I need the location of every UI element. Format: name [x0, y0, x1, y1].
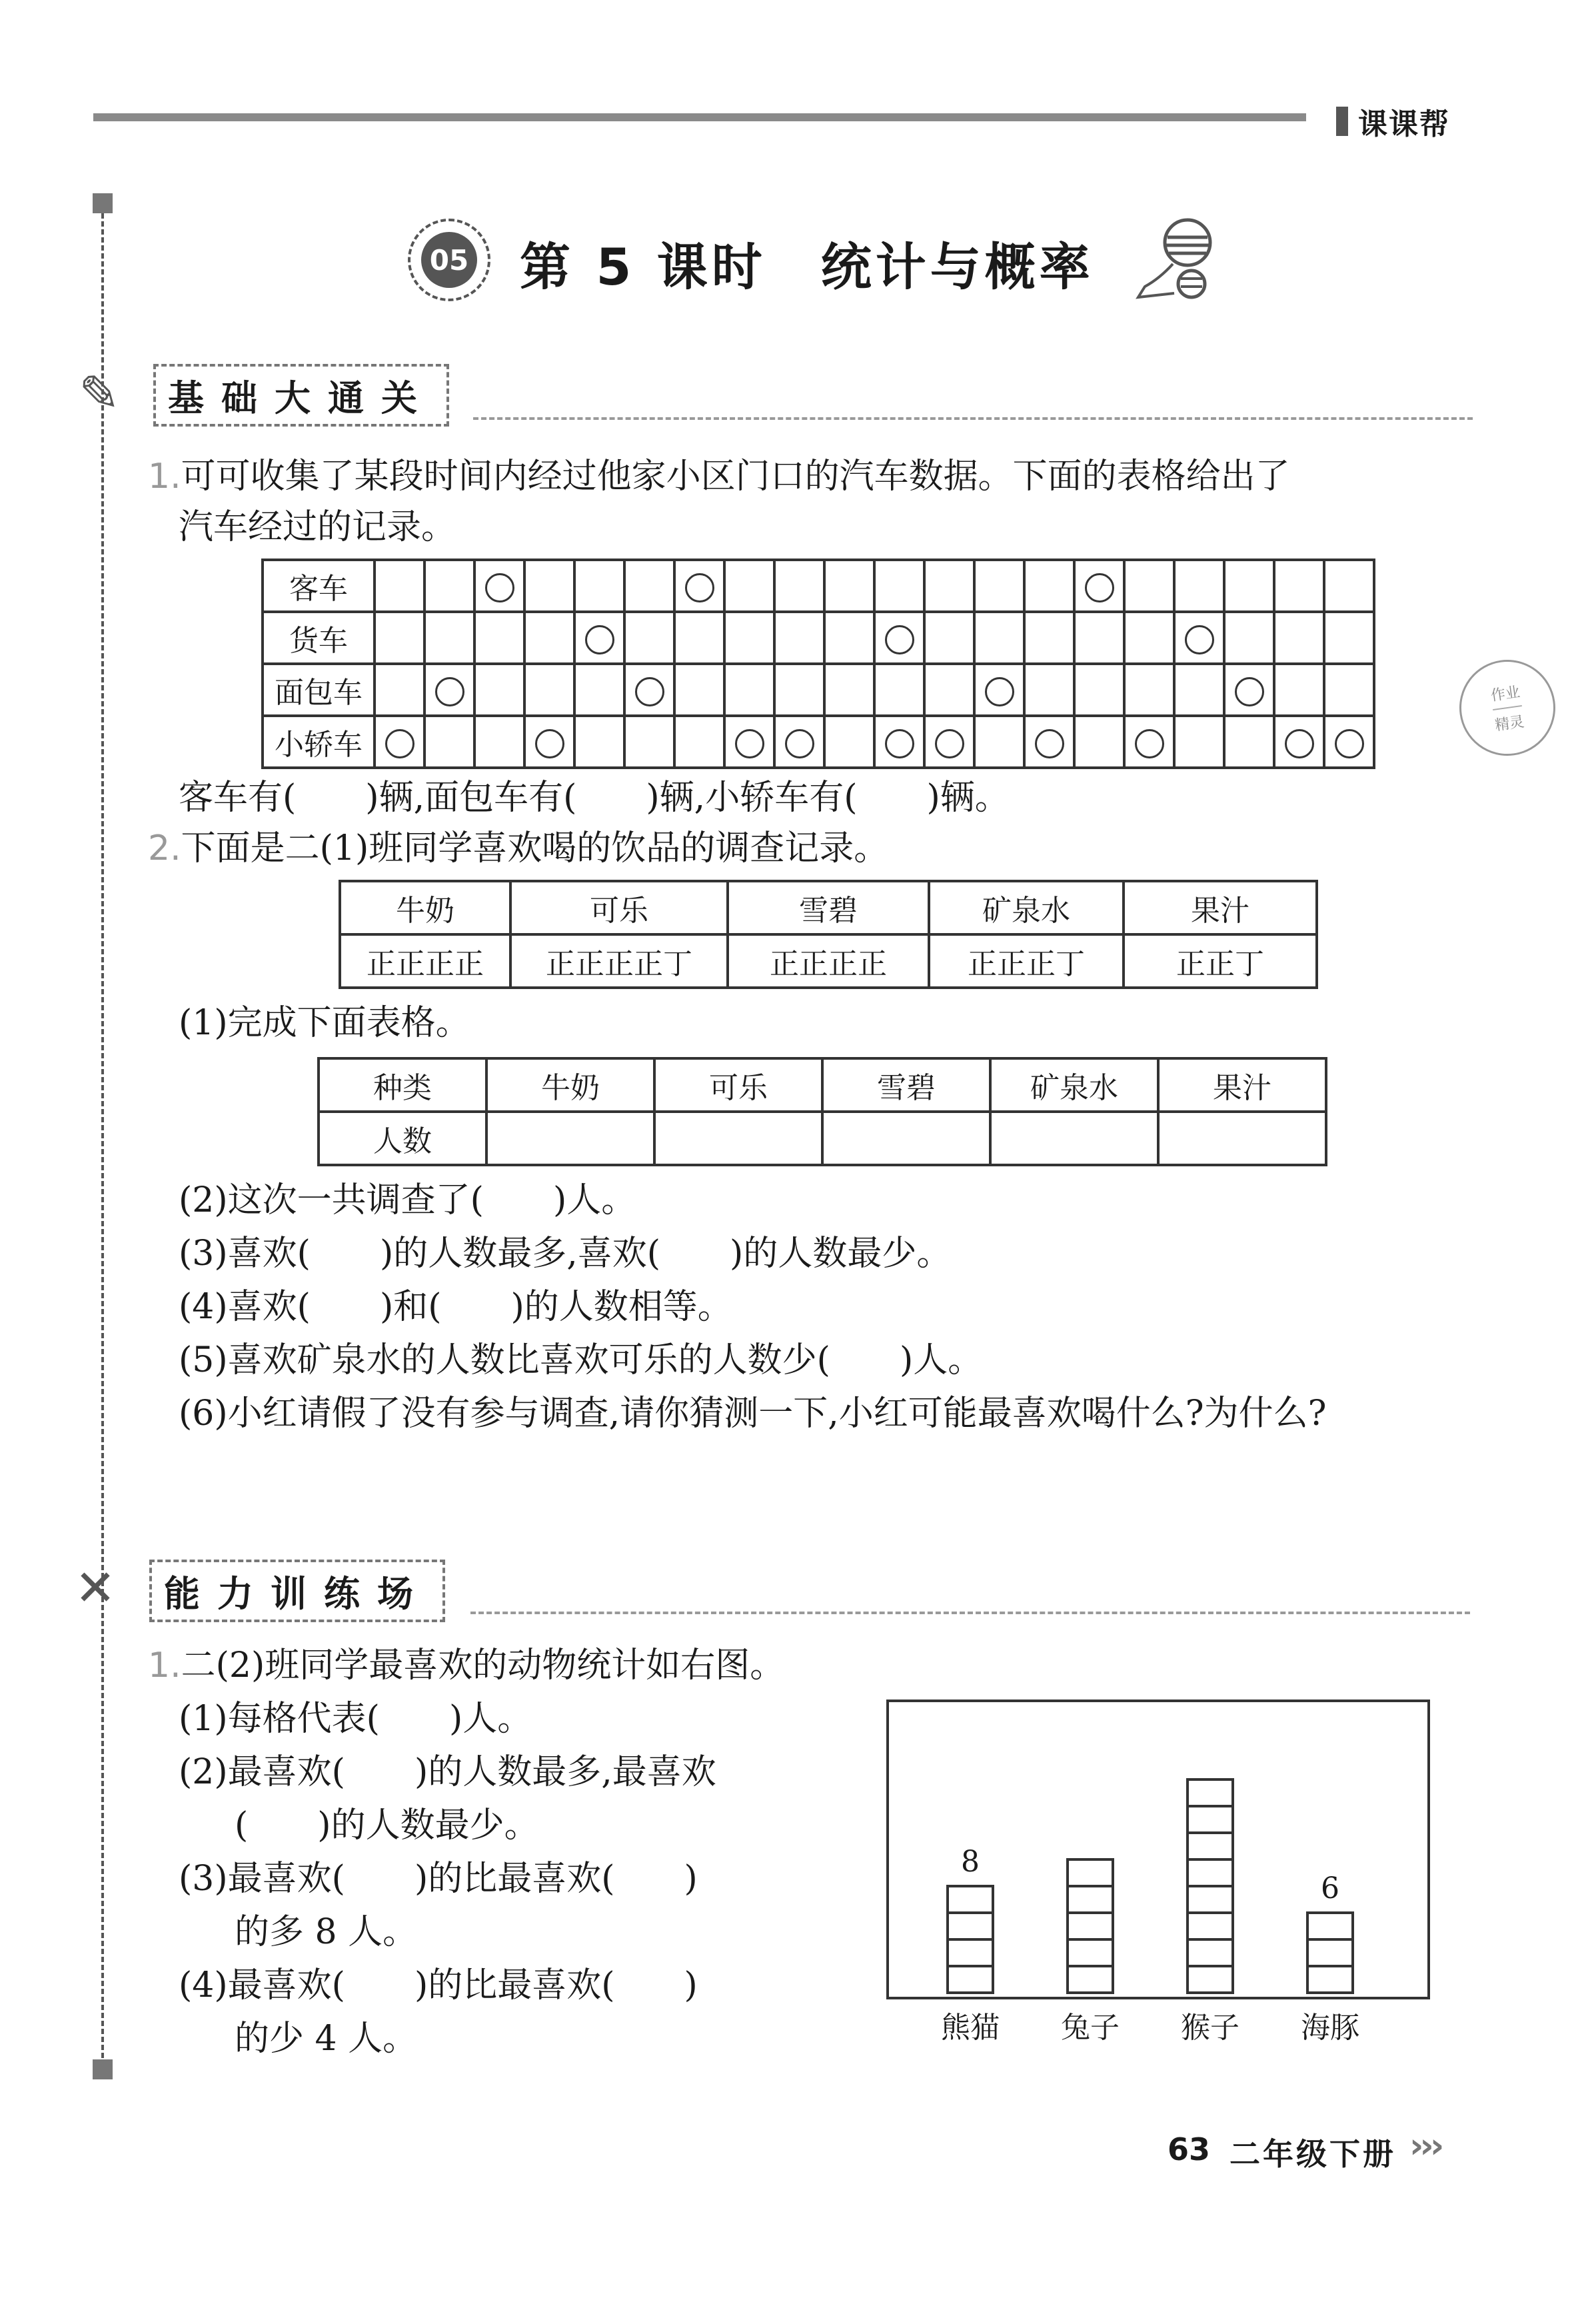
count-row-label: 人数: [319, 1112, 486, 1165]
pencil-icon: ✎: [79, 365, 121, 423]
record-cell: [1274, 612, 1324, 664]
question-number: 1.: [148, 1646, 181, 1686]
bar-category-label: 海豚: [1301, 2011, 1359, 2045]
circle-mark-icon: [1135, 729, 1164, 758]
tally-value-cell: 正正丁: [1124, 934, 1317, 988]
record-cell: [1124, 612, 1174, 664]
record-cell: [824, 560, 874, 612]
record-cell: [474, 664, 524, 716]
bar-category-label: 猴子: [1181, 2011, 1239, 2045]
section-header-ability: 能力训练场: [149, 1560, 445, 1622]
tally-value-cell: 正正正正: [728, 934, 929, 988]
section-header-basic: 基础大通关: [153, 364, 449, 427]
count-answer-cell[interactable]: [822, 1112, 990, 1165]
record-cell: [1174, 612, 1224, 664]
circle-mark-icon: [785, 729, 814, 758]
vehicle-label: 客车: [263, 560, 375, 612]
tally-value-cell: 正正正正丁: [510, 934, 728, 988]
record-cell: [674, 664, 724, 716]
homework-stamp: [1453, 654, 1562, 762]
count-header-cell: 牛奶: [486, 1058, 654, 1112]
bar-cell: [946, 1965, 994, 1994]
record-cell: [874, 612, 924, 664]
section-underline-basic: [473, 417, 1473, 420]
circle-mark-icon: [685, 573, 714, 602]
record-cell: [1324, 664, 1374, 716]
question-number: 1.: [148, 457, 181, 497]
tally-value-cell: 正正正丁: [929, 934, 1124, 988]
drink-tally-table: [339, 880, 1318, 989]
record-cell: [1074, 664, 1124, 716]
record-cell: [874, 560, 924, 612]
question-2-sub-3: (3)喜欢( )的人数最多,喜欢( )的人数最少。: [179, 1234, 952, 1274]
record-cell: [1174, 560, 1224, 612]
count-header-cell: 果汁: [1158, 1058, 1326, 1112]
record-cell: [474, 612, 524, 664]
margin-guide-line: [101, 213, 104, 2066]
circle-mark-icon: [635, 677, 664, 706]
record-cell: [474, 716, 524, 768]
record-cell: [724, 716, 774, 768]
question-text: 可可收集了某段时间内经过他家小区门口的汽车数据。下面的表格给出了: [181, 457, 1290, 497]
margin-guide-top-square: [93, 193, 113, 213]
drink-count-table: [317, 1057, 1327, 1166]
record-cell: [724, 664, 774, 716]
record-cell: [1124, 664, 1174, 716]
record-cell: [1024, 716, 1074, 768]
record-cell: [1024, 664, 1074, 716]
record-cell: [1274, 716, 1324, 768]
record-cell: [1174, 664, 1224, 716]
record-cell: [1274, 560, 1324, 612]
bar-cell: [1306, 1965, 1354, 1994]
record-cell: [774, 664, 824, 716]
ability-question-1-sub-2-line-2: ( )的人数最少。: [235, 1805, 539, 1845]
vehicle-row: [263, 716, 1374, 768]
record-cell: [1024, 560, 1074, 612]
record-cell: [974, 716, 1024, 768]
section-underline-ability: [470, 1612, 1470, 1614]
question-2-sub-2: (2)这次一共调查了( )人。: [179, 1180, 636, 1220]
question-text: 二(2)班同学最喜欢的动物统计如右图。: [181, 1646, 785, 1686]
margin-guide-bottom-square: [93, 2059, 113, 2079]
circle-mark-icon: [435, 677, 464, 706]
record-cell: [674, 612, 724, 664]
record-cell: [1274, 664, 1324, 716]
circle-mark-icon: [885, 729, 914, 758]
tally-value-cell: 正正正正: [340, 934, 510, 988]
ability-question-1-sub-4-line-1: (4)最喜欢( )的比最喜欢( ): [179, 1965, 698, 2005]
record-cell: [1124, 560, 1174, 612]
record-cell: [1324, 560, 1374, 612]
bar-category-label: 兔子: [1061, 2011, 1120, 2045]
brand-name: 课课帮: [1358, 107, 1450, 141]
record-cell: [924, 664, 974, 716]
record-cell: [774, 716, 824, 768]
ruler-pencil-icon: ✕: [75, 1560, 117, 1617]
record-cell: [824, 716, 874, 768]
record-cell: [1174, 716, 1224, 768]
record-cell: [624, 664, 674, 716]
question-2-sub-5: (5)喜欢矿泉水的人数比喜欢可乐的人数少( )人。: [179, 1340, 983, 1380]
record-cell: [375, 612, 424, 664]
page-number: 63: [1168, 2131, 1211, 2167]
bar-category-label: 熊猫: [941, 2011, 1000, 2045]
tally-header-cell: 牛奶: [340, 881, 510, 934]
record-cell: [375, 716, 424, 768]
vehicle-row: [263, 560, 1374, 612]
bar-cell: [1066, 1911, 1114, 1941]
record-cell: [474, 560, 524, 612]
bar-cell: [946, 1938, 994, 1967]
record-cell: [424, 664, 474, 716]
record-cell: [424, 560, 474, 612]
bar-cell: [1306, 1911, 1354, 1941]
tally-header-cell: 矿泉水: [929, 881, 1124, 934]
ability-question-1-sub-2-line-1: (2)最喜欢( )的人数最多,最喜欢: [179, 1752, 716, 1792]
count-header-cell: 可乐: [654, 1058, 822, 1112]
record-cell: [874, 716, 924, 768]
count-header-cell: 雪碧: [822, 1058, 990, 1112]
bar-cell: [946, 1911, 994, 1941]
vehicle-label: 小轿车: [263, 716, 375, 768]
brand-marker: [1336, 107, 1348, 136]
bar-cell: [1306, 1938, 1354, 1967]
ability-question-1-sub-1: (1)每格代表( )人。: [179, 1699, 532, 1739]
record-cell: [774, 612, 824, 664]
record-cell: [524, 664, 574, 716]
vehicle-label: 货车: [263, 612, 375, 664]
count-answer-cell[interactable]: [486, 1112, 654, 1165]
record-cell: [524, 612, 574, 664]
vehicle-row: [263, 664, 1374, 716]
circle-mark-icon: [535, 729, 564, 758]
question-2-sub-6: (6)小红请假了没有参与调查,请你猜测一下,小红可能最喜欢喝什么?为什么?: [179, 1394, 1327, 1434]
record-cell: [375, 560, 424, 612]
circle-mark-icon: [1035, 729, 1064, 758]
circle-mark-icon: [385, 729, 414, 758]
bar-cell: [1186, 1778, 1234, 1807]
bar-cell: [1066, 1885, 1114, 1914]
record-cell: [824, 664, 874, 716]
record-cell: [824, 612, 874, 664]
bar-value-label: 6: [1321, 1871, 1339, 1905]
bar-cell: [946, 1885, 994, 1914]
bar-cell: [1186, 1911, 1234, 1941]
record-cell: [1224, 664, 1274, 716]
record-cell: [1124, 716, 1174, 768]
question-2-sub-1: (1)完成下面表格。: [179, 1003, 470, 1043]
circle-mark-icon: [885, 625, 914, 654]
circle-mark-icon: [1285, 729, 1314, 758]
record-cell: [724, 612, 774, 664]
tally-header-cell: 果汁: [1124, 881, 1317, 934]
record-cell: [574, 612, 624, 664]
record-cell: [674, 716, 724, 768]
grade-label: 二年级下册: [1229, 2136, 1396, 2172]
count-answer-cell[interactable]: [1158, 1112, 1326, 1165]
ability-question-1-line: [148, 1640, 784, 1692]
record-cell: [1074, 612, 1124, 664]
record-cell: [524, 716, 574, 768]
vehicle-record-table: [261, 559, 1375, 769]
record-cell: [924, 560, 974, 612]
record-cell: [974, 612, 1024, 664]
stamp-text-1: 作业: [1489, 684, 1521, 705]
lesson-number: 05: [421, 232, 477, 288]
question-text: 下面是二(1)班同学喜欢喝的饮品的调查记录。: [181, 828, 889, 868]
circle-mark-icon: [1235, 677, 1264, 706]
record-cell: [574, 560, 624, 612]
record-cell: [724, 560, 774, 612]
bar-cell: [1186, 1965, 1234, 1994]
record-cell: [1324, 612, 1374, 664]
record-cell: [424, 612, 474, 664]
ability-question-1-sub-4-line-2: 的少 4 人。: [235, 2019, 418, 2059]
question-2-line: [148, 822, 888, 874]
tally-header-cell: 可乐: [510, 881, 728, 934]
question-2-sub-4: (4)喜欢( )和( )的人数相等。: [179, 1287, 732, 1327]
record-cell: [1024, 612, 1074, 664]
stamp-text-2: 精灵: [1493, 713, 1525, 734]
ability-question-1-sub-3-line-2: 的多 8 人。: [235, 1912, 418, 1952]
count-answer-cell[interactable]: [990, 1112, 1158, 1165]
record-cell: [874, 664, 924, 716]
record-cell: [924, 716, 974, 768]
circle-mark-icon: [1185, 625, 1214, 654]
record-cell: [774, 560, 824, 612]
record-cell: [1224, 560, 1274, 612]
ability-question-1-sub-3-line-1: (3)最喜欢( )的比最喜欢( ): [179, 1859, 698, 1899]
bar-cell: [1066, 1938, 1114, 1967]
question-1-line-2: 汽车经过的记录。: [179, 507, 456, 547]
record-cell: [974, 560, 1024, 612]
circle-mark-icon: [935, 729, 964, 758]
bar-value-label: 8: [961, 1845, 980, 1879]
bar-cell: [1186, 1805, 1234, 1834]
count-header-cell: 矿泉水: [990, 1058, 1158, 1112]
record-cell: [924, 612, 974, 664]
lesson-title: 第 5 课时 统计与概率: [520, 237, 1094, 297]
record-cell: [674, 560, 724, 612]
balloon-icon: [1133, 212, 1226, 305]
record-cell: [375, 664, 424, 716]
circle-mark-icon: [1335, 729, 1364, 758]
chevron-right-icon: ›››: [1409, 2126, 1441, 2166]
question-number: 2.: [148, 828, 181, 868]
record-cell: [1074, 560, 1124, 612]
record-cell: [424, 716, 474, 768]
record-cell: [524, 560, 574, 612]
circle-mark-icon: [585, 625, 614, 654]
record-cell: [1074, 716, 1124, 768]
bar-cell: [1066, 1965, 1114, 1994]
lesson-number-badge: [408, 219, 490, 301]
circle-mark-icon: [1085, 573, 1114, 602]
bar-cell: [1066, 1858, 1114, 1887]
count-answer-cell[interactable]: [654, 1112, 822, 1165]
tally-header-cell: 雪碧: [728, 881, 929, 934]
bar-cell: [1186, 1858, 1234, 1887]
vehicle-label: 面包车: [263, 664, 375, 716]
record-cell: [624, 560, 674, 612]
record-cell: [574, 664, 624, 716]
bar-cell: [1186, 1831, 1234, 1861]
record-cell: [1224, 612, 1274, 664]
record-cell: [1324, 716, 1374, 768]
circle-mark-icon: [485, 573, 514, 602]
bar-cell: [1186, 1938, 1234, 1967]
question-1-line-1: [148, 451, 1290, 503]
record-cell: [974, 664, 1024, 716]
record-cell: [624, 612, 674, 664]
question-1-answer-line: 客车有( )辆,面包车有( )辆,小轿车有( )辆。: [179, 778, 1010, 818]
record-cell: [624, 716, 674, 768]
count-header-cell: 种类: [319, 1058, 486, 1112]
bar-cell: [1186, 1885, 1234, 1914]
record-cell: [574, 716, 624, 768]
header-rule: [93, 113, 1306, 121]
circle-mark-icon: [735, 729, 764, 758]
vehicle-row: [263, 612, 1374, 664]
circle-mark-icon: [985, 677, 1014, 706]
record-cell: [1224, 716, 1274, 768]
